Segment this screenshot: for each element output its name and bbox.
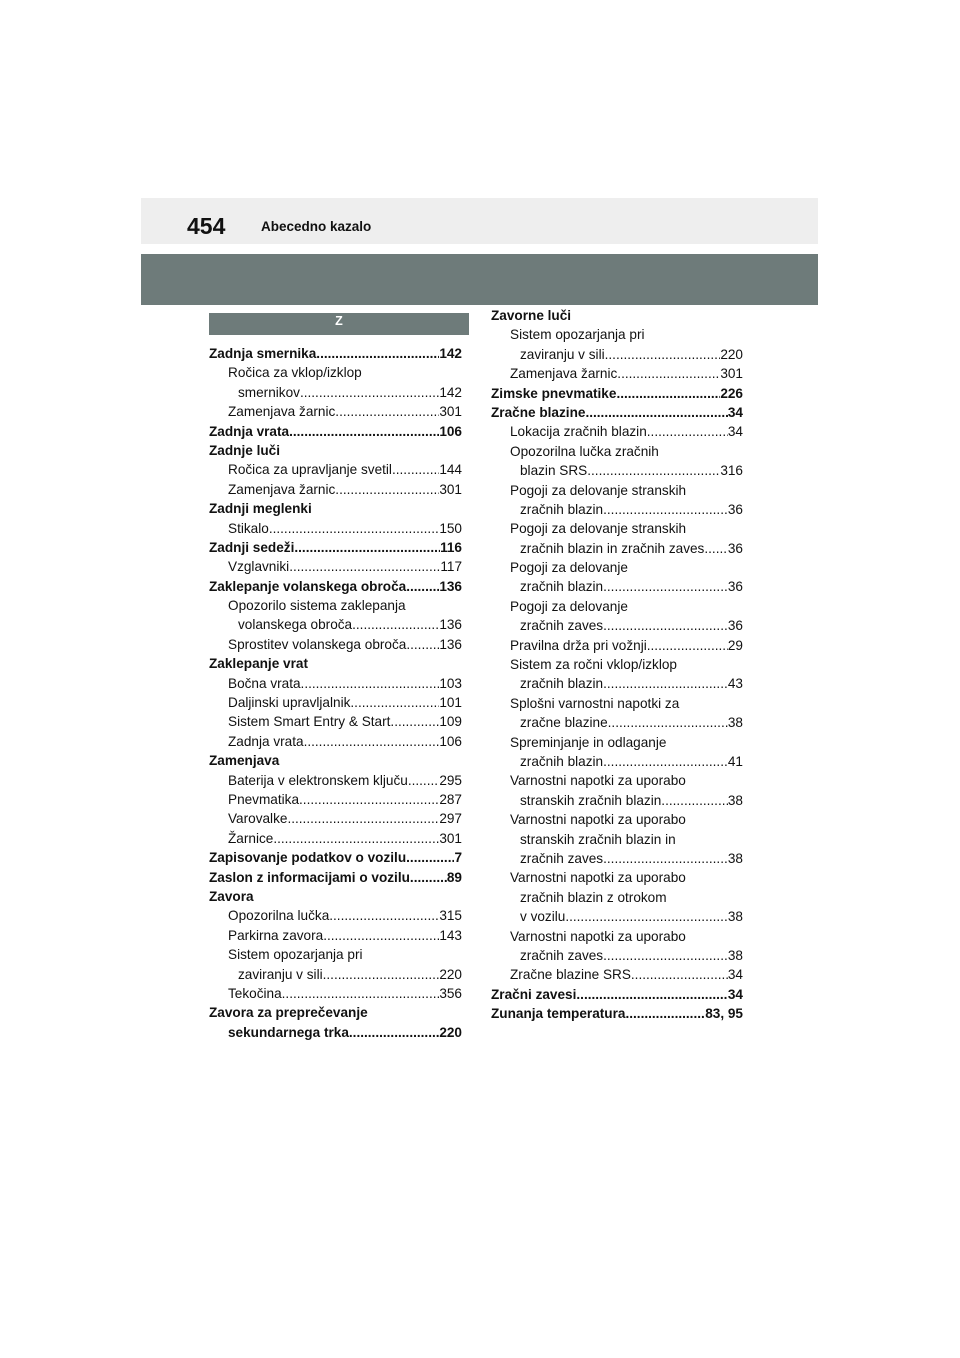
index-entry-text: Spreminjanje in odlaganje (510, 734, 667, 750)
index-entry-text: Varnostni napotki za uporabo (510, 928, 686, 944)
index-page-number: 36 (727, 618, 743, 634)
index-entry-text: Baterija v elektronskem ključu (228, 772, 408, 788)
index-entry-text: Sistem za ročni vklop/izklop (510, 657, 677, 673)
index-page-number: 101 (439, 695, 462, 711)
dot-leader (410, 868, 447, 887)
index-entry (491, 752, 743, 771)
index-entry-text: Zavora (209, 888, 254, 904)
index-entry-text: blazin SRS (520, 463, 588, 479)
index-entry-text: Zračne blazine (491, 404, 586, 420)
index-entry-text: zračnih zaves (520, 947, 604, 963)
index-entry (209, 519, 462, 538)
dot-leader (617, 364, 720, 383)
index-entry (209, 460, 462, 479)
index-entry-text: Pogoji za delovanje stranskih (510, 521, 687, 537)
index-entry (491, 985, 743, 1004)
dot-leader (300, 383, 439, 402)
dot-leader (603, 500, 728, 519)
index-page-number: 301 (439, 481, 462, 497)
index-entry-text: Zadnja smernika (209, 346, 317, 361)
index-entry-text: Zamenjava žarnic (228, 404, 336, 420)
index-entry-text: Opozorilo sistema zaklepanja (228, 598, 406, 614)
dot-leader (335, 480, 439, 499)
dot-leader (603, 577, 728, 596)
index-entry (491, 888, 743, 907)
page-number: 454 (187, 213, 226, 239)
index-entry-text: Zadnja vrata (209, 423, 290, 439)
dot-leader (323, 965, 440, 984)
index-page-number: 36 (727, 579, 743, 595)
index-entry (209, 926, 462, 945)
index-entry (209, 596, 462, 615)
index-entry-text: Pogoji za delovanje stranskih (510, 482, 687, 498)
index-entry-text: Zunanja temperatura (491, 1006, 626, 1022)
index-entry-text: zračnih blazin (520, 501, 604, 517)
index-page-number: 34 (727, 967, 743, 983)
index-entry-text: zračnih blazin z otrokom (520, 889, 667, 905)
index-entry-text: Zadnji sedeži (209, 539, 295, 555)
index-entry-text: Varovalke (228, 811, 288, 827)
index-entry (491, 868, 743, 887)
index-entry-text: Žarnice (228, 830, 274, 846)
index-page-number: 315 (439, 908, 462, 924)
dot-leader (289, 557, 440, 576)
index-entry-text: stranskih zračnih blazin (520, 792, 662, 808)
index-entry (491, 325, 743, 344)
index-entry (491, 694, 743, 713)
index-entry-text: Bočna vrata (228, 675, 301, 691)
index-entry-text: Opozorilna lučka (228, 908, 330, 924)
index-entry (491, 849, 743, 868)
index-entry-text: zaviranju v sili (238, 966, 323, 982)
index-page-number: 38 (727, 909, 743, 925)
index-entry-text: zračnih blazin (520, 676, 604, 692)
index-entry-text: Tekočina (228, 985, 282, 1001)
index-entry (491, 481, 743, 500)
dot-leader (603, 946, 728, 965)
index-page-number: 136 (439, 578, 462, 594)
dot-leader (603, 616, 728, 635)
index-page-number: 301 (720, 366, 743, 382)
index-entry (209, 1003, 462, 1022)
index-column-left (209, 344, 462, 1042)
index-page-number: 297 (439, 811, 462, 827)
index-entry (491, 461, 743, 480)
dot-leader (603, 849, 728, 868)
dot-leader (408, 771, 440, 790)
index-entry-text: Ročica za vklop/izklop (228, 365, 362, 381)
index-entry (209, 635, 462, 654)
index-page-number: 103 (439, 675, 462, 691)
index-page-number: 136 (439, 617, 462, 633)
index-entry (209, 383, 462, 402)
index-entry (209, 363, 462, 382)
index-page-number: 220 (439, 966, 462, 982)
index-entry (491, 927, 743, 946)
dot-leader (350, 693, 439, 712)
index-entry-text: Zavorne luči (491, 308, 572, 323)
index-entry-text: zaviranju v sili (520, 346, 605, 362)
index-entry-text: Zaslon z informacijami o vozilu (209, 869, 410, 885)
header-band (141, 254, 818, 305)
index-page-number: 36 (727, 501, 743, 517)
index-entry-text: Vzglavniki (228, 559, 290, 575)
index-entry (491, 733, 743, 752)
index-entry-text: Ročica za upravljanje svetil (228, 462, 392, 478)
index-entry (209, 984, 462, 1003)
index-entry-text: Zračne blazine SRS (510, 967, 631, 983)
index-entry (491, 403, 743, 422)
index-entry-text: Opozorilna lučka zračnih (510, 443, 659, 459)
dot-leader (329, 906, 439, 925)
index-page-number: 116 (440, 539, 462, 555)
index-entry (491, 965, 743, 984)
index-page-number: 109 (439, 714, 462, 730)
index-entry-text: Zavora za preprečevanje (209, 1005, 368, 1021)
index-entry (491, 771, 743, 790)
index-entry-text: Pnevmatika (228, 791, 300, 807)
dot-leader (299, 790, 439, 809)
index-page-number: 301 (439, 830, 462, 846)
index-entry-text: volanskega obroča (238, 617, 353, 633)
index-page-number: 89 (446, 869, 462, 885)
index-entry (209, 693, 462, 712)
index-entry-text: Zamenjava (209, 753, 280, 769)
index-entry-text: Zadnja vrata (228, 733, 304, 749)
dot-leader (631, 965, 728, 984)
index-entry-text: Pravilna drža pri vožnji (510, 637, 647, 653)
index-entry-text: Varnostni napotki za uporabo (510, 773, 686, 789)
index-entry-text: Zračni zavesi (491, 986, 577, 1002)
dot-leader (269, 519, 440, 538)
dot-leader (605, 345, 721, 364)
dot-leader (603, 752, 728, 771)
index-entry-text: zračnih blazin (520, 753, 604, 769)
dot-leader (576, 985, 727, 1004)
dot-leader (608, 713, 728, 732)
index-entry (209, 480, 462, 499)
dot-leader (603, 674, 728, 693)
index-entry (209, 441, 462, 460)
dot-leader (647, 422, 728, 441)
index-page-number: 38 (727, 850, 743, 866)
index-entry (209, 499, 462, 518)
dot-leader (406, 848, 454, 867)
index-entry-text: Sistem opozarjanja pri (510, 327, 645, 343)
index-entry (209, 829, 462, 848)
index-entry (209, 712, 462, 731)
index-entry (209, 848, 462, 867)
index-entry (209, 577, 462, 596)
dot-leader (616, 384, 720, 403)
index-entry (209, 344, 462, 363)
index-entry (491, 384, 743, 403)
index-page-number: 142 (439, 346, 462, 361)
index-entry-text: stranskih zračnih blazin in (520, 831, 676, 847)
index-entry (491, 713, 743, 732)
index-entry-text: Pogoji za delovanje (510, 598, 628, 614)
index-entry (209, 868, 462, 887)
index-page-number: 226 (720, 385, 743, 401)
dot-leader (392, 460, 439, 479)
index-page-number: 38 (727, 792, 743, 808)
dot-leader (323, 926, 439, 945)
index-entry-text: sekundarnega trka (228, 1024, 349, 1040)
page-header-bar (141, 198, 818, 244)
dot-leader (661, 791, 728, 810)
dot-leader (289, 422, 439, 441)
index-entry (209, 654, 462, 673)
dot-leader (647, 636, 728, 655)
index-page-number: 220 (720, 346, 743, 362)
index-entry (209, 906, 462, 925)
dot-leader (316, 344, 439, 363)
index-entry (209, 1023, 462, 1042)
index-entry-text: Sistem Smart Entry & Start (228, 714, 391, 730)
index-entry-text: v vozilu (520, 909, 566, 925)
index-entry (209, 732, 462, 751)
index-entry (209, 615, 462, 634)
index-entry (491, 946, 743, 965)
index-entry (491, 674, 743, 693)
dot-leader (565, 907, 728, 926)
index-entry (209, 422, 462, 441)
index-entry (491, 810, 743, 829)
dot-leader (352, 615, 439, 634)
dot-leader (294, 538, 440, 557)
index-page-number: 301 (439, 404, 462, 420)
index-entry (491, 345, 743, 364)
index-entry (209, 809, 462, 828)
index-entry (491, 616, 743, 635)
index-page-number: 316 (720, 463, 743, 479)
index-page-number: 143 (439, 927, 462, 943)
index-entry-text: zračne blazine (520, 715, 608, 731)
dot-leader (406, 635, 439, 654)
index-entry (491, 655, 743, 674)
index-entry-text: Varnostni napotki za uporabo (510, 812, 686, 828)
index-page-number: 106 (439, 733, 462, 749)
index-entry-text: Zaklepanje vrat (209, 656, 308, 672)
index-entry-text: zračnih blazin in zračnih zaves (520, 540, 705, 556)
index-entry-text: Splošni varnostni napotki za (510, 695, 680, 711)
index-entry (491, 500, 743, 519)
index-entry-text: Parkirna zavora (228, 927, 324, 943)
index-entry (491, 306, 743, 325)
dot-leader (406, 577, 439, 596)
index-entry (209, 790, 462, 809)
index-entry (491, 558, 743, 577)
index-page-number: 106 (439, 423, 462, 439)
index-page-number: 7 (454, 850, 462, 866)
index-page-number: 150 (439, 520, 462, 536)
index-entry (209, 402, 462, 421)
index-entry-text: Zapisovanje podatkov o vozilu (209, 850, 407, 866)
dot-leader (585, 403, 727, 422)
index-entry-text: Stikalo (228, 520, 269, 536)
index-entry-text: Varnostni napotki za uporabo (510, 870, 686, 886)
index-entry (209, 771, 462, 790)
dot-leader (282, 984, 440, 1003)
index-page-number: 38 (727, 715, 743, 731)
index-entry-text: zračnih zaves (520, 850, 604, 866)
index-entry-text: zračnih blazin (520, 579, 604, 595)
index-page-number: 38 (727, 947, 743, 963)
index-page-number: 287 (439, 791, 462, 807)
index-entry (491, 442, 743, 461)
index-entry (491, 907, 743, 926)
index-entry (209, 557, 462, 576)
index-page-number: 29 (727, 637, 743, 653)
index-entry (491, 539, 743, 558)
index-entry (491, 577, 743, 596)
dot-leader (304, 732, 440, 751)
index-entry (491, 791, 743, 810)
index-page-number: 142 (439, 384, 462, 400)
index-entry-text: Sistem opozarjanja pri (228, 947, 363, 963)
index-page-number: 34 (727, 424, 743, 440)
index-entry-text: Zamenjava žarnic (228, 481, 336, 497)
index-page-number: 34 (727, 404, 743, 420)
index-column-right (491, 306, 743, 1023)
index-entry (209, 538, 462, 557)
index-entry (491, 519, 743, 538)
index-entry (491, 636, 743, 655)
index-entry-text: Sprostitev volanskega obroča (228, 636, 407, 652)
index-page-number: 295 (439, 772, 462, 788)
index-entry (491, 364, 743, 383)
index-entry (209, 887, 462, 906)
index-entry-text: Lokacija zračnih blazin (510, 424, 647, 440)
index-entry (491, 1004, 743, 1023)
index-letter-heading: Z (209, 313, 469, 335)
index-page-number: 144 (439, 462, 462, 478)
index-entry-text: Daljinski upravljalnik (228, 695, 351, 711)
index-entry (209, 674, 462, 693)
index-entry-text: Zaklepanje volanskega obroča (209, 578, 407, 594)
index-page-number: 220 (439, 1024, 462, 1040)
index-entry (209, 945, 462, 964)
dot-leader (273, 829, 439, 848)
index-page-number: 356 (439, 985, 462, 1001)
index-entry (491, 422, 743, 441)
dot-leader (287, 809, 439, 828)
index-entry-text: smernikov (238, 384, 300, 400)
index-page-number: 36 (727, 540, 743, 556)
dot-leader (704, 539, 728, 558)
index-page-number: 136 (439, 636, 462, 652)
index-entry (491, 597, 743, 616)
index-entry-text: Zadnji meglenki (209, 501, 312, 517)
index-entry-text: Pogoji za delovanje (510, 560, 628, 576)
dot-leader (349, 1023, 439, 1042)
index-entry-text: Zimske pnevmatike (491, 385, 617, 401)
index-page-number: 117 (440, 559, 462, 575)
dot-leader (335, 402, 439, 421)
dot-leader (587, 461, 720, 480)
index-entry (491, 830, 743, 849)
index-page-number: 83, 95 (705, 1006, 743, 1022)
dot-leader (301, 674, 440, 693)
index-entry-text: Zadnje luči (209, 442, 281, 458)
dot-leader (625, 1004, 705, 1023)
dot-leader (390, 712, 439, 731)
index-entry (209, 751, 462, 770)
index-page-number: 43 (727, 676, 743, 692)
index-entry-text: Zamenjava žarnic (510, 366, 618, 382)
index-page-number: 34 (727, 986, 743, 1002)
index-entry-text: zračnih zaves (520, 618, 604, 634)
index-page-number: 41 (727, 753, 743, 769)
section-title: Abecedno kazalo (261, 219, 372, 234)
index-entry (209, 965, 462, 984)
